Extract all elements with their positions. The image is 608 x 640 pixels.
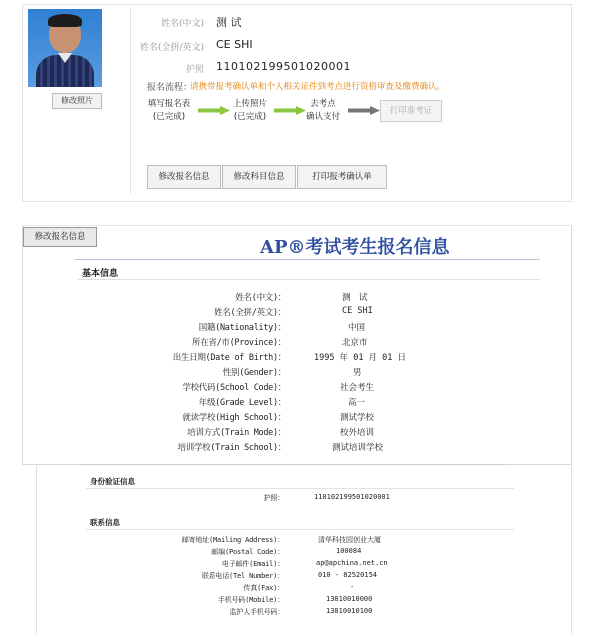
info-value: 高一: [348, 398, 366, 408]
info-label: 联系电话(Tel Number)：: [201, 572, 284, 580]
info-value: 北京市: [342, 338, 368, 348]
field-label-passport: 护照: [185, 65, 204, 75]
page-title: AP®考试考生报名信息: [260, 237, 450, 258]
info-label: 电子邮件(Email)：: [221, 560, 284, 568]
info-value: 13810010100: [326, 607, 373, 615]
info-label: 姓名(中文)：: [235, 293, 286, 303]
print-confirmation-button[interactable]: 打印报考确认单: [297, 165, 387, 189]
info-value: 010 - 82520154: [318, 571, 378, 579]
info-value: 中国: [348, 323, 366, 333]
info-label: 姓名(全拼/英文)：: [214, 308, 286, 318]
info-value: 100084: [336, 547, 362, 555]
section-divider: [80, 464, 506, 465]
field-value-name-cn: 测 试: [216, 16, 242, 29]
info-value: 测试学校: [340, 413, 375, 423]
info-label: 年级(Grade Level)：: [198, 398, 286, 408]
info-value: CE SHI: [342, 306, 373, 316]
field-value-name-en: CE SHI: [216, 38, 253, 51]
info-value: 13810010000: [326, 595, 373, 603]
info-label: 学校代码(School Code)：: [182, 383, 286, 393]
section-divider: [78, 279, 540, 280]
info-label: 性别(Gender)：: [222, 368, 286, 378]
info-label: 出生日期(Date of Birth)：: [172, 353, 286, 363]
info-value: 社会考生: [340, 383, 375, 393]
step-confirm-payment: 去考点 确认支付: [305, 99, 340, 122]
process-label: 报名流程：: [147, 83, 193, 93]
info-label: 传真(Fax)：: [243, 584, 284, 592]
info-label: 护照：: [263, 494, 284, 502]
info-value: 测 试: [342, 293, 368, 303]
info-label: 培训学校(Train School)：: [177, 443, 286, 453]
info-label: 监护人手机号码：: [229, 608, 284, 616]
basic-info-section-title: 基本信息: [82, 269, 119, 279]
divider: [130, 8, 131, 194]
step-upload-photo: 上传照片 (已完成): [232, 99, 267, 122]
info-value: 1995 年 01 月 01 日: [314, 353, 407, 363]
title-underline: [75, 259, 540, 260]
field-value-passport: 110102199501020001: [216, 60, 351, 73]
info-label: 所在省/市(Province)：: [192, 338, 286, 348]
contact-section-title: 联系信息: [90, 518, 120, 527]
info-value: 110102199501020001: [314, 493, 390, 501]
field-label-name-en: 姓名(全拼/英文): [139, 43, 204, 53]
field-label-name-cn: 姓名(中文): [160, 19, 204, 29]
print-admission-ticket-button[interactable]: 打印准考证: [380, 100, 442, 122]
identity-section-title: 身份验证信息: [90, 477, 135, 486]
section-divider: [86, 529, 514, 530]
info-label: 国籍(Nationality)：: [198, 323, 286, 333]
edit-subject-info-button[interactable]: 修改科目信息: [222, 165, 296, 189]
step-arrow-icon: [348, 106, 380, 115]
info-label: 邮寄地址(Mailing Address)：: [181, 536, 284, 544]
info-label: 培训方式(Train Mode)：: [187, 428, 286, 438]
info-label: 就读学校(High School)：: [182, 413, 286, 423]
info-label: 手机号码(Mobile)：: [217, 596, 284, 604]
section-divider: [86, 488, 514, 489]
info-value: 校外培训: [340, 428, 375, 438]
step-fill-form: 填写报名表 (已完成): [147, 99, 191, 122]
process-hint: 请携带报考确认单和个人相关证件到考点进行资格审查及缴费确认。: [190, 82, 446, 92]
info-value: ap@apchina.net.cn: [316, 559, 388, 567]
edit-registration-info-button[interactable]: 修改报名信息: [147, 165, 221, 189]
info-value: 测试培训学校: [332, 443, 384, 453]
applicant-photo: [28, 9, 102, 87]
edit-registration-tab[interactable]: 修改报名信息: [23, 227, 97, 247]
info-label: 邮编(Postal Code)：: [211, 548, 284, 556]
info-value: 清华科技园创业大厦: [318, 536, 381, 544]
info-value: -: [350, 583, 355, 591]
info-value: 男: [353, 368, 362, 378]
edit-photo-button[interactable]: 修改照片: [52, 93, 102, 109]
